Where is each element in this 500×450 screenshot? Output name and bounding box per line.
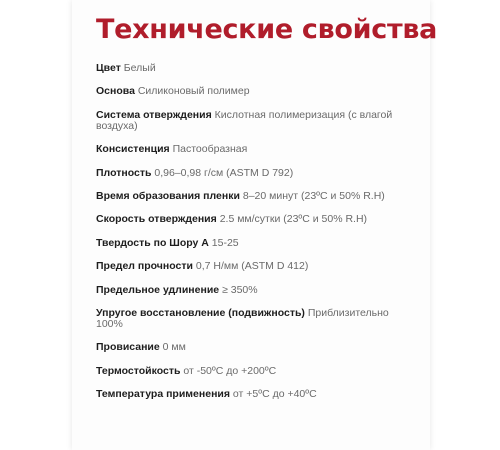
property-label: Температура применения [96, 388, 230, 401]
property-value: Белый [123, 62, 156, 74]
property-label: Цвет [96, 62, 121, 74]
property-value: от -50ºC до +200ºC [183, 364, 277, 377]
property-value: 0,7 Н/мм (ASTM D 412) [195, 260, 309, 273]
property-label: Скорость отверждения [96, 213, 217, 226]
property-label: Время образования пленки [96, 189, 240, 202]
property-value: 0,96–0,98 г/см (ASTM D 792) [154, 166, 294, 179]
property-label: Консистенция [96, 143, 170, 156]
property-consistency [96, 144, 418, 155]
property-elastic-recovery [96, 308, 418, 330]
property-label: Предельное удлинение [96, 283, 220, 296]
property-density [96, 168, 418, 179]
page-title: Технические свойства [96, 14, 438, 45]
property-heat-resistance [96, 366, 418, 377]
property-label: Твердость по Шору А [96, 236, 209, 249]
property-label: Провисание [96, 341, 160, 354]
property-curing-system [96, 110, 418, 132]
property-value: 2.5 мм/сутки (23ºC и 50% R.H) [219, 213, 368, 226]
property-color [96, 63, 418, 74]
property-sag [96, 342, 418, 353]
property-value: Приблизительно 100% [96, 306, 389, 330]
property-label: Предел прочности [96, 260, 193, 273]
property-value: 15-25 [211, 236, 239, 249]
property-tensile-strength [96, 261, 418, 272]
property-skin-time [96, 191, 418, 202]
property-cure-rate [96, 214, 418, 225]
property-label: Термостойкость [96, 364, 181, 377]
property-shore-hardness [96, 238, 418, 249]
property-label: Основа [96, 85, 135, 98]
property-value: Кислотная полимеризация (с влагой воздуха) [96, 108, 393, 132]
property-value: 0 мм [162, 341, 186, 354]
properties-list [96, 63, 418, 412]
property-label: Плотность [96, 166, 152, 179]
property-value: 8–20 минут (23ºC и 50% R.H) [242, 189, 385, 202]
property-value: Пастообразная [172, 143, 248, 156]
property-value: Силиконовый полимер [137, 85, 250, 98]
property-elongation [96, 285, 418, 296]
property-value: от +5ºC до +40ºC [232, 388, 317, 401]
property-base [96, 86, 418, 97]
property-label: Упругое восстановление (подвижность) [96, 306, 305, 319]
property-application-temperature [96, 389, 418, 400]
property-label: Система отверждения [96, 108, 212, 121]
property-value: ≥ 350% [222, 283, 258, 296]
